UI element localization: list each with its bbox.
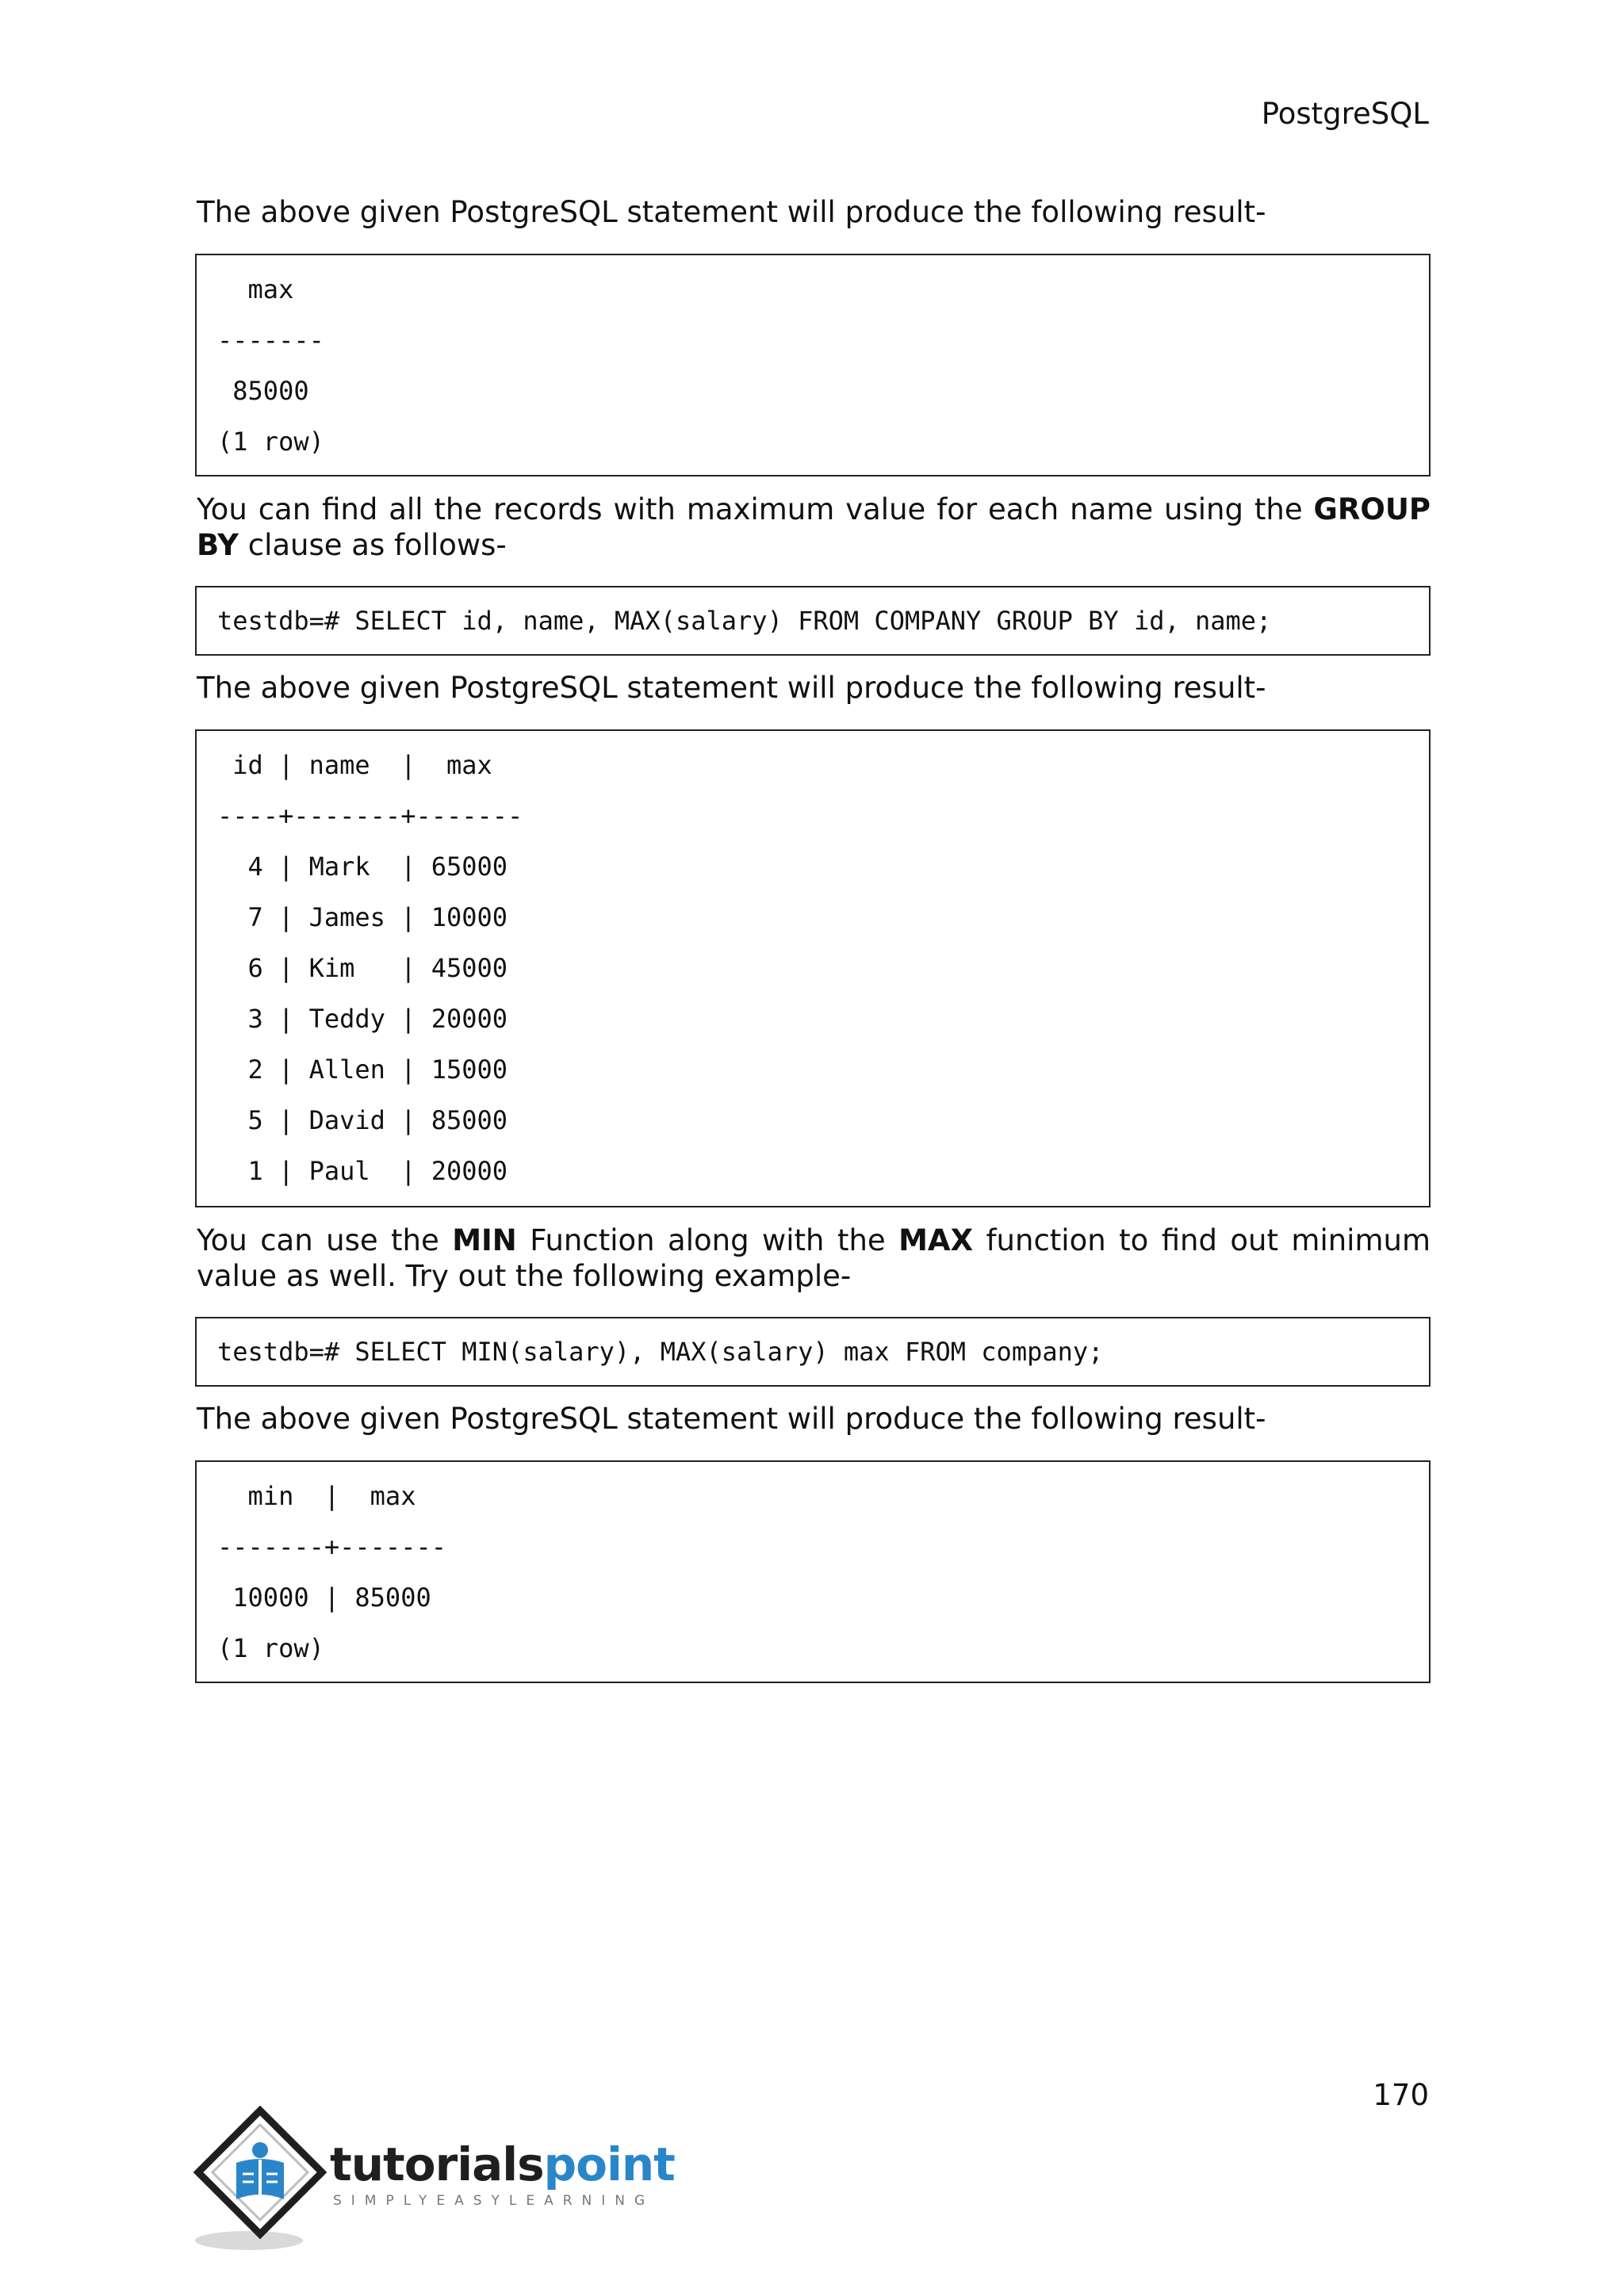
paragraph-text: function to find out minimum value as well. Try out the following example- [197, 1223, 1431, 1293]
paragraph-result-intro: The above given PostgreSQL statement will produce the following result- [197, 671, 1266, 705]
code-block-min-max-query [195, 1317, 1431, 1387]
code-line: (1 row) [217, 427, 324, 457]
logo-text-point: point [543, 2137, 675, 2191]
code-line: -------+------- [217, 1532, 446, 1562]
table-row: 7 | James | 10000 [217, 902, 508, 932]
code-line: testdb=# SELECT id, name, MAX(salary) FROM COMPANY GROUP BY id, name; [217, 606, 1272, 636]
logo-emblem-icon [193, 2106, 336, 2256]
logo-tagline: SIMPLYEASYLEARNING [333, 2193, 655, 2209]
table-row: 1 | Paul | 20000 [217, 1156, 508, 1186]
code-line: 10000 | 85000 [217, 1582, 431, 1613]
logo-text-tutorials: tutorials [330, 2137, 544, 2191]
code-block-min-max-result [195, 1460, 1431, 1683]
paragraph-bold-term: GROUP BY [197, 492, 1431, 562]
paragraph-intro-result: The above given PostgreSQL statement will produce the following result- [197, 195, 1266, 229]
table-row: 3 | Teddy | 20000 [217, 1004, 508, 1034]
running-header: PostgreSQL [1261, 97, 1429, 131]
paragraph-group-by [197, 492, 1431, 563]
code-line: testdb=# SELECT MIN(salary), MAX(salary) max FROM company; [217, 1337, 1104, 1367]
table-header-line: id | name | max [217, 750, 492, 780]
code-block-max-result [195, 254, 1431, 476]
paragraph-text: clause as follows- [238, 528, 507, 562]
logo-wordmark [330, 2137, 675, 2191]
paragraph-text: You can use the [197, 1223, 453, 1257]
paragraph-min-max [197, 1223, 1431, 1294]
table-row: 2 | Allen | 15000 [217, 1054, 508, 1085]
code-line: max [217, 274, 294, 304]
table-separator-line: ----+-------+------- [217, 801, 523, 831]
code-block-group-by-result [195, 729, 1431, 1207]
paragraph-bold-term: MIN [452, 1223, 517, 1257]
code-line: 85000 [217, 376, 309, 406]
page-number: 170 [1373, 2078, 1429, 2112]
paragraph-bold-term: MAX [898, 1223, 974, 1257]
table-row: 5 | David | 85000 [217, 1105, 508, 1135]
table-row: 6 | Kim | 45000 [217, 953, 508, 983]
paragraph-text: You can find all the records with maximum value for each name using the [197, 492, 1314, 526]
code-line: (1 row) [217, 1633, 324, 1663]
code-block-group-by-query [195, 586, 1431, 656]
table-row: 4 | Mark | 65000 [217, 851, 508, 882]
paragraph-result-intro-2: The above given PostgreSQL statement will produce the following result- [197, 1402, 1266, 1436]
paragraph-text: Function along with the [516, 1223, 899, 1257]
code-line: ------- [217, 325, 324, 355]
code-line: min | max [217, 1481, 416, 1511]
tutorialspoint-logo [193, 2106, 685, 2256]
